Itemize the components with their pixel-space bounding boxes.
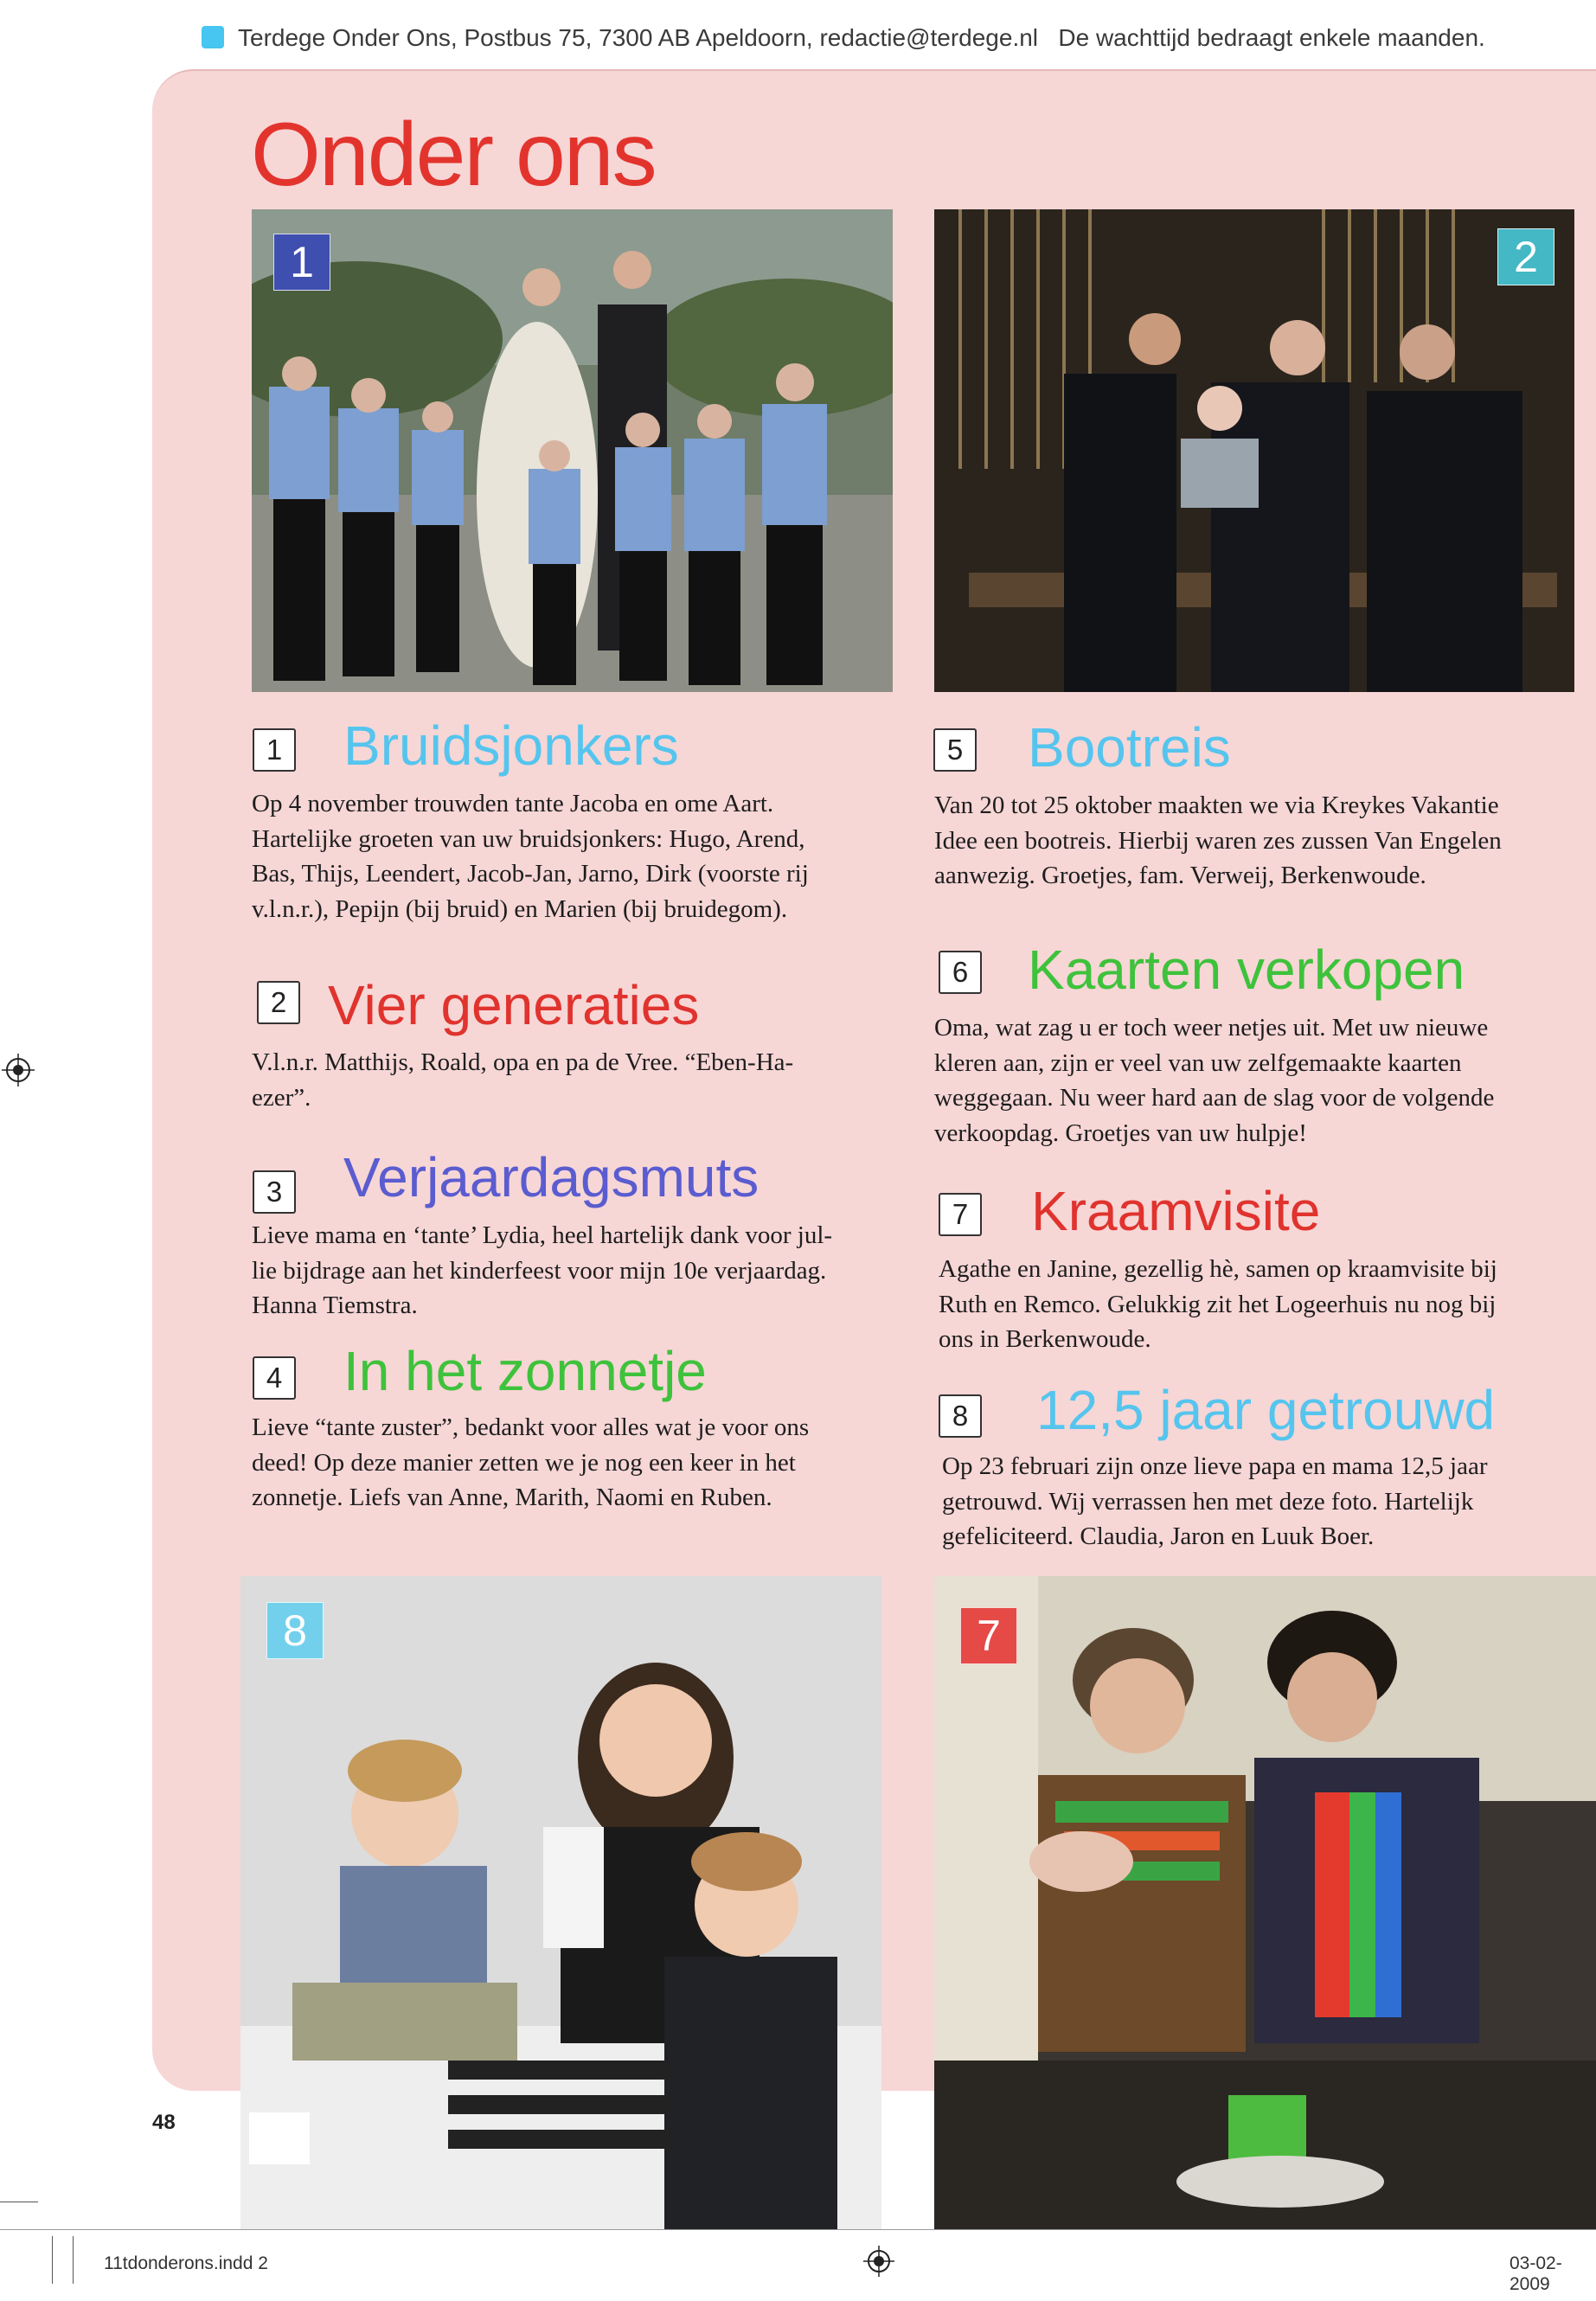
article-title-bruidsjonkers: Bruidsjonkers xyxy=(343,715,679,777)
text-line: getrouwd. Wij verrassen hen met deze foto. Hartelijk xyxy=(942,1487,1474,1516)
text-line: kleren aan, zijn er veel van uw zelfgemaakte kaarten xyxy=(934,1048,1462,1077)
article-number-4: 4 xyxy=(253,1356,296,1400)
article-title-bootreis: Bootreis xyxy=(1028,716,1231,779)
registration-mark-icon xyxy=(863,2246,894,2277)
article-title-verjaardagsmuts: Verjaardagsmuts xyxy=(343,1146,760,1208)
article-body-bruidsjonkers xyxy=(252,786,909,926)
article-title-kaarten-verkopen: Kaarten verkopen xyxy=(1028,939,1465,1001)
waiting-note: De wachttijd bedraagt enkele maanden. xyxy=(1058,24,1485,51)
photo-badge-7: 7 xyxy=(960,1607,1017,1664)
text-line: Hanna Tiemstra. xyxy=(252,1292,418,1319)
children-photo xyxy=(240,1576,881,2229)
text-line: Van 20 tot 25 oktober maakten we via Kreykes Vakantie xyxy=(934,792,1499,819)
article-body-kaarten-verkopen xyxy=(934,1010,1592,1150)
text-line: ezer”. xyxy=(252,1083,311,1112)
article-number-5: 5 xyxy=(933,728,977,772)
text-line: Lieve mama en ‘tante’ Lydia, heel hartelijk dank voor jul- xyxy=(252,1221,833,1249)
text-line: gefeliciteerd. Claudia, Jaron en Luuk Boer. xyxy=(942,1522,1375,1550)
footer-rule xyxy=(0,2229,1596,2230)
photo-badge-1: 1 xyxy=(273,234,330,291)
article-body-verjaardagsmuts xyxy=(252,1218,926,1324)
header-contact-line xyxy=(238,24,1485,52)
article-title-12-5-jaar-getrouwd: 12,5 jaar getrouwd xyxy=(1036,1379,1496,1441)
article-title-kraamvisite: Kraamvisite xyxy=(1031,1180,1321,1242)
article-number-2: 2 xyxy=(257,981,300,1024)
footer-file-name: 11tdonderons.indd 2 xyxy=(104,2253,268,2273)
article-body-in-het-zonnetje xyxy=(252,1410,909,1516)
article-number-7: 7 xyxy=(939,1193,982,1236)
footer-date: 03-02-2009 xyxy=(1509,2253,1562,2294)
text-line: zonnetje. Liefs van Anne, Marith, Naomi en Ruben. xyxy=(252,1484,772,1511)
text-line: Agathe en Janine, gezellig hè, samen op kraamvisite bij xyxy=(939,1255,1497,1283)
text-line: aanwezig. Groetjes, fam. Verweij, Berkenwoude. xyxy=(934,862,1426,889)
crop-mark xyxy=(73,2236,74,2284)
text-line: Oma, wat zag u er toch weer netjes uit. Met uw nieuwe xyxy=(934,1014,1489,1042)
article-number-1: 1 xyxy=(253,728,296,772)
text-line: deed! Op deze manier zetten we je nog een keer in het xyxy=(252,1448,796,1477)
text-line: Bas, Thijs, Leendert, Jacob-Jan, Jarno, Dirk (voorste rij xyxy=(252,860,809,888)
text-line: Ruth en Remco. Gelukkig zit het Logeerhuis nu nog bij xyxy=(939,1290,1497,1318)
text-line: verkoopdag. Groetjes van uw hulpje! xyxy=(934,1118,1307,1147)
registration-mark-icon xyxy=(2,1054,35,1086)
article-body-bootreis xyxy=(934,788,1592,894)
text-line: Hartelijke groeten van uw bruidsjonkers: Hugo, Arend, xyxy=(252,824,805,853)
text-line: Op 4 november trouwden tante Jacoba en ome Aart. xyxy=(252,790,774,817)
article-title-vier-generaties: Vier generaties xyxy=(328,974,700,1036)
page-number: 48 xyxy=(152,2111,176,2134)
text-line: Lieve “tante zuster”, bedankt voor alles wat je voor ons xyxy=(252,1413,810,1441)
photo-badge-2: 2 xyxy=(1497,228,1554,285)
text-line: Op 23 februari zijn onze lieve papa en mama 12,5 jaar xyxy=(942,1452,1488,1480)
text-line: v.l.n.r.), Pepijn (bij bruid) en Marien (bij bruidegom). xyxy=(252,894,788,923)
text-line: Idee een bootreis. Hierbij waren zes zussen Van Engelen xyxy=(934,826,1502,855)
article-number-3: 3 xyxy=(253,1170,296,1214)
maternity-visit-photo xyxy=(934,1576,1596,2229)
article-title-in-het-zonnetje: In het zonnetje xyxy=(343,1340,707,1402)
header-accent-square-icon xyxy=(202,26,224,48)
article-number-6: 6 xyxy=(939,951,982,994)
four-generations-photo xyxy=(934,209,1574,692)
text-line: V.l.n.r. Matthijs, Roald, opa en pa de Vree. “Eben-Ha- xyxy=(252,1048,794,1076)
wedding-group-photo xyxy=(252,209,893,692)
text-line: lie bijdrage aan het kinderfeest voor mijn 10e verjaardag. xyxy=(252,1256,827,1285)
article-number-8: 8 xyxy=(939,1394,982,1438)
crop-mark xyxy=(52,2236,53,2284)
text-line: weggegaan. Nu weer hard aan de slag voor de volgende xyxy=(934,1084,1495,1112)
photo-badge-8: 8 xyxy=(266,1602,324,1659)
page-title: Onder ons xyxy=(251,105,656,205)
contact-line: Terdege Onder Ons, Postbus 75, 7300 AB Apeldoorn, redactie@terdege.nl xyxy=(238,24,1039,51)
article-body-vier-generaties xyxy=(252,1045,909,1115)
text-line: ons in Berkenwoude. xyxy=(939,1325,1151,1353)
article-body-kraamvisite xyxy=(939,1252,1596,1357)
article-body-12-5-jaar-getrouwd xyxy=(942,1449,1596,1554)
